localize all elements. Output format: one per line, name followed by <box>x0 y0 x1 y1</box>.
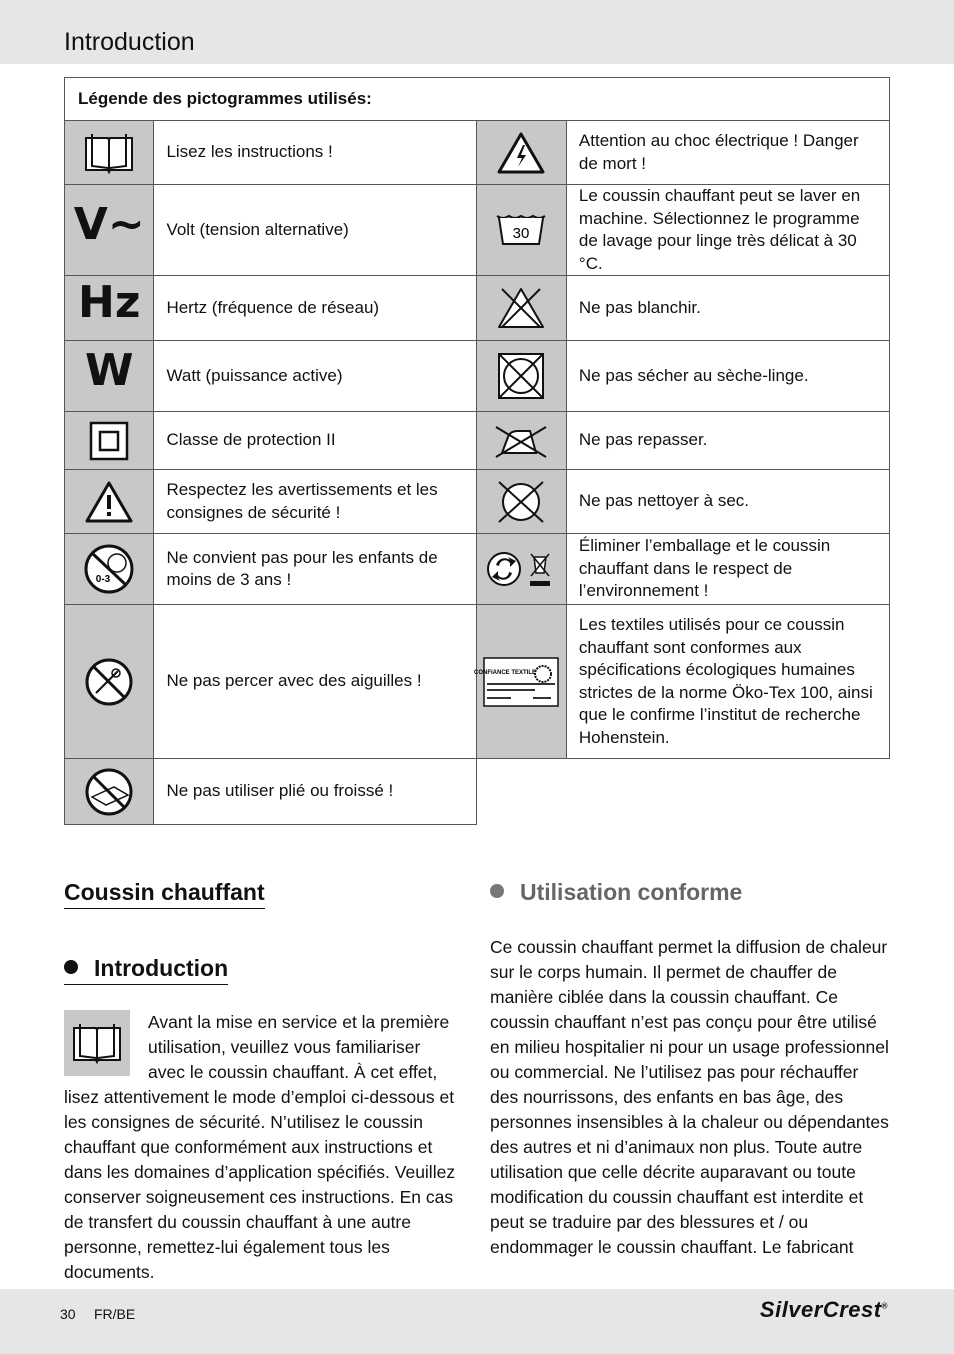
legend-text: Hertz (fréquence de réseau) <box>154 276 477 341</box>
legend-text: Respectez les avertissements et les consignes de sécurité ! <box>154 470 477 534</box>
introduction-heading-text: Introduction <box>94 955 229 981</box>
wash-temperature: 30 <box>513 225 530 242</box>
utilisation-text: Ce coussin chauffant permet la diffusion de chaleur sur le corps humain. Il permet de chauffer de manière ciblée dans la coussin chauffant. Ce coussin chauffant n’est pas conçu pour être utilisé en milieu hospitalier ni pour un usage professionnel ou commercial. Ne l’utilisez pas pour réchauffer des nourrissons, des enfants en bas âge, des personnes insensibles à la chaleur ou dépendantes des autres et ni d’animaux non plus. Toute autre utilisation que celle décrite auparavant ou toute modification du coussin chauffant est interdite et peut se traduire par des blessures et / ou endommager le coussin chauffant. Le fabricant <box>490 937 889 1257</box>
bullet-icon <box>64 960 78 974</box>
legend-text: Éliminer l’emballage et le coussin chauffant dans le respect de l’environnement ! <box>566 534 889 605</box>
no-needles-icon <box>65 605 154 759</box>
book-icon <box>65 121 154 185</box>
section-heading-utilisation <box>490 879 742 906</box>
pictogram-legend-table <box>64 77 890 825</box>
no-iron-icon <box>477 412 567 470</box>
warning-icon <box>65 470 154 534</box>
legend-text: Ne pas nettoyer à sec. <box>566 470 889 534</box>
volt-symbol: V~ <box>73 199 145 251</box>
legend-text: Classe de protection II <box>154 412 477 470</box>
age-label: 0-3 <box>95 574 111 585</box>
page-title: Introduction <box>64 28 195 56</box>
utilisation-heading-text: Utilisation conforme <box>520 879 743 905</box>
brand-name: SilverCrest <box>759 1297 882 1322</box>
no-dry-clean-icon <box>477 470 567 534</box>
page-language: FR/BE <box>94 1306 136 1322</box>
legend-text: Le coussin chauffant peut se laver en machine. Sélectionnez le programme de lavage pour linge très délicat à 30 °C. <box>566 185 889 276</box>
page-number: 30 <box>60 1306 76 1322</box>
introduction-paragraph <box>64 1010 460 1285</box>
legend-text: Volt (tension alternative) <box>154 185 477 276</box>
legend-text: Ne pas blanchir. <box>566 276 889 341</box>
bullet-icon <box>490 884 504 898</box>
protection-class-ii-icon <box>65 412 154 470</box>
no-bleach-icon <box>477 276 567 341</box>
legend-text: Les textiles utilisés pour ce coussin chauffant sont conformes aux spécifications écologiques humaines strictes de la norme Öko-Tex 100, ainsi que le confirme l’institut de recherche Hohenstein. <box>566 605 889 759</box>
watt-symbol: W <box>84 345 134 397</box>
section-heading-introduction <box>64 955 228 985</box>
book-icon <box>64 1010 130 1076</box>
no-folding-icon <box>65 759 154 825</box>
empty-cell <box>477 759 890 825</box>
brand-mark: ® <box>881 1301 888 1311</box>
legend-text: Ne convient pas pour les enfants de moins de 3 ans ! <box>154 534 477 605</box>
legend-text: Attention au choc électrique ! Danger de mort ! <box>566 121 889 185</box>
wash-30-icon <box>477 185 567 276</box>
no-tumble-dry-icon <box>477 341 567 412</box>
section-heading-coussin: Coussin chauffant <box>64 879 265 909</box>
hertz-symbol: Hz <box>78 277 141 329</box>
legend-text: Ne pas utiliser plié ou froissé ! <box>154 759 477 825</box>
legend-text: Lisez les instructions ! <box>154 121 477 185</box>
legend-text: Ne pas percer avec des aiguilles ! <box>154 605 477 759</box>
introduction-text: Avant la mise en service et la première utilisation, veuillez vous familiariser avec le coussin chauffant. À cet effet, lisez attentivement le mode d’emploi ci-dessous et les consignes de sécurité. N’utilisez le coussin chauffant que conformément aux instructions et dans les domaines d’application spécifiés. Veuillez conserver soigneusement ces instructions. En cas de transfert du coussin chauffant à une autre personne, remettez-lui également tous les documents. <box>64 1012 456 1282</box>
legend-text: Watt (puissance active) <box>154 341 477 412</box>
oeko-tex-label-icon <box>474 605 567 759</box>
volt-ac-icon <box>65 185 154 276</box>
oeko-tex-title: CONFIANCE TEXTILE <box>474 669 537 676</box>
hertz-icon <box>65 276 154 341</box>
legend-title: Légende des pictogrammes utilisés: <box>65 78 890 121</box>
brand-logo <box>760 1297 888 1323</box>
legend-text: Ne pas repasser. <box>566 412 889 470</box>
electric-shock-icon <box>477 121 567 185</box>
legend-text: Ne pas sécher au sèche-linge. <box>566 341 889 412</box>
recycling-icon <box>477 534 567 605</box>
no-children-icon <box>65 534 154 605</box>
watt-icon <box>65 341 154 412</box>
